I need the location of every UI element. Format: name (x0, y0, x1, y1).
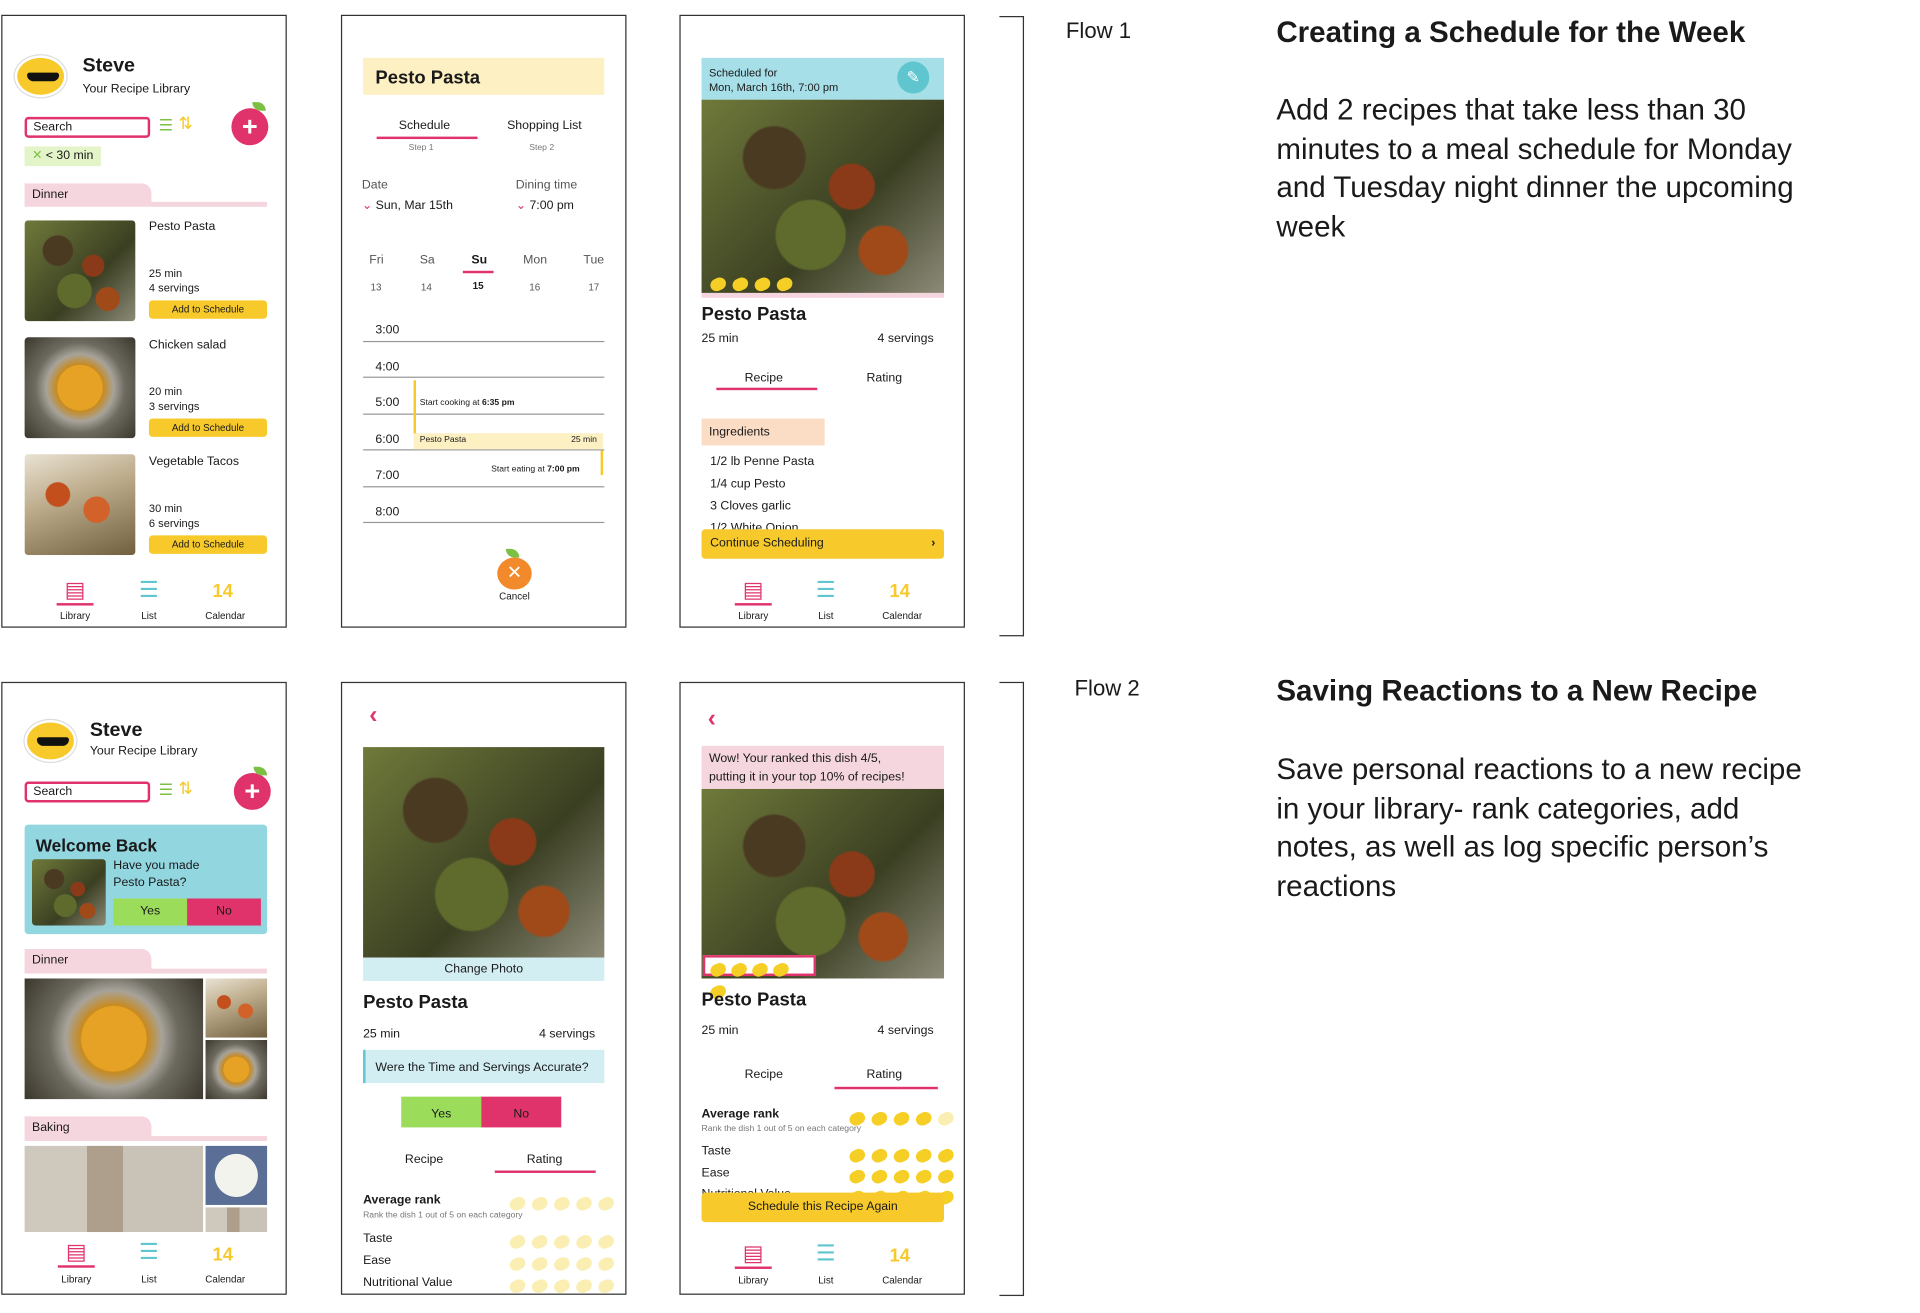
average-rank-hint: Rank the dish 1 out of 5 on each category (701, 1124, 862, 1134)
add-recipe-button[interactable]: + (234, 773, 271, 810)
taste-rating[interactable] (849, 1146, 960, 1160)
lemon-icon[interactable] (892, 1168, 912, 1186)
recipe-servings: 3 servings (148, 400, 200, 413)
chevron-down-icon: ⌄ (515, 199, 527, 213)
tab-active-indicator (716, 388, 817, 390)
calendar-icon[interactable]: 14 (889, 580, 910, 602)
add-recipe-button[interactable]: + (231, 108, 268, 145)
library-subtitle: Your Recipe Library (89, 744, 198, 759)
average-rank-lemons (849, 1109, 960, 1123)
recipe-time: 30 min (148, 502, 183, 515)
lemon-icon[interactable] (596, 1255, 616, 1273)
lemon-icon (552, 1195, 572, 1213)
lemon-icon (750, 961, 770, 979)
date-value: Sun, Mar 15th (375, 199, 453, 213)
calendar-icon[interactable]: 14 (212, 580, 234, 602)
day-name[interactable]: Tue (583, 253, 605, 268)
lemon-icon[interactable] (936, 1168, 956, 1186)
tab-shopping-list[interactable]: Shopping List (507, 119, 582, 133)
average-rank-label: Average rank (363, 1193, 441, 1208)
close-icon[interactable]: ✕ (32, 148, 43, 163)
lemon-icon (892, 1110, 912, 1128)
search-input[interactable]: Search (25, 117, 151, 138)
day-name[interactable]: Mon (523, 253, 548, 268)
tab-rating[interactable]: Rating (866, 371, 903, 386)
scheduled-block-time: 25 min (571, 435, 597, 445)
dining-select[interactable] (516, 199, 574, 213)
flow1-title: Creating a Schedule for the Week (1276, 16, 1746, 50)
eat-line (601, 450, 603, 475)
section-dinner: Dinner (25, 949, 152, 971)
nav-list[interactable]: List (818, 1275, 834, 1287)
lemon-icon (729, 961, 749, 979)
day-name[interactable]: Su (471, 253, 488, 268)
schedule-again-button[interactable]: Schedule this Recipe Again (702, 1193, 944, 1223)
yes-button[interactable]: Yes (113, 898, 187, 925)
lemon-icon[interactable] (892, 1147, 912, 1165)
lemon-icon[interactable] (508, 1233, 528, 1251)
day-name[interactable]: Fri (369, 253, 384, 268)
flow2-rated-screen (679, 682, 965, 1295)
section-divider (25, 1136, 267, 1141)
back-icon[interactable]: ‹ (369, 701, 378, 729)
date-select[interactable] (362, 199, 453, 213)
lemon-icon (936, 1110, 956, 1128)
lemon-icon[interactable] (552, 1277, 572, 1295)
scheduled-block[interactable] (414, 433, 604, 449)
flow2-bracket (999, 682, 1024, 1296)
recipe-name[interactable]: Chicken salad (148, 338, 227, 353)
library-icon[interactable]: ▤ (742, 577, 764, 602)
day-number[interactable]: 15 (472, 280, 484, 292)
lemon-icon[interactable] (530, 1233, 550, 1251)
recipe-servings: 4 servings (877, 1024, 934, 1038)
ingredient: 1/4 cup Pesto (710, 477, 786, 492)
lemon-icon (870, 1110, 890, 1128)
day-number[interactable]: 17 (588, 281, 600, 293)
recipe-photo[interactable] (25, 454, 136, 555)
nav-list[interactable]: List (141, 610, 157, 622)
tab-active-indicator (495, 1170, 596, 1172)
day-number[interactable]: 13 (370, 281, 382, 293)
dining-value: 7:00 pm (529, 199, 574, 213)
ease-rating[interactable] (510, 1254, 621, 1268)
hour-divider (363, 341, 604, 342)
average-rank-label: Average rank (701, 1107, 780, 1122)
lemon-icon[interactable] (574, 1233, 594, 1251)
lemon-icon[interactable] (914, 1147, 934, 1165)
welcome-title: Welcome Back (35, 835, 158, 856)
lemon-icon[interactable] (574, 1277, 594, 1295)
collection-photo[interactable] (25, 1146, 203, 1232)
nav-calendar[interactable]: Calendar (205, 610, 246, 622)
hour-label: 8:00 (375, 505, 400, 520)
user-name: Steve (89, 720, 143, 741)
section-dinner: Dinner (25, 183, 152, 205)
start-eating-time: 7:00 pm (547, 465, 580, 474)
flow1-schedule-screen (341, 15, 627, 628)
continue-scheduling-button[interactable] (702, 529, 944, 559)
calendar-icon[interactable]: 14 (889, 1245, 910, 1267)
hour-label: 4:00 (375, 360, 400, 375)
leaf-icon (506, 549, 520, 558)
lemon-icon[interactable] (847, 1147, 867, 1165)
tab-shopping-step: Step 2 (529, 144, 555, 153)
recipe-photo (363, 747, 604, 957)
recipe-time: 25 min (148, 267, 183, 280)
filter-icon[interactable]: ☰ (158, 115, 174, 135)
lemon-icon (508, 1195, 528, 1213)
recipe-title: Pesto Pasta (363, 58, 604, 95)
tab-schedule-step: Step 1 (408, 144, 434, 153)
hour-label: 7:00 (375, 468, 400, 483)
average-rank-hint: Rank the dish 1 out of 5 on each category (363, 1211, 523, 1220)
sunglasses-icon (37, 737, 69, 746)
recipe-time: 20 min (148, 385, 183, 398)
nav-list[interactable]: List (141, 1273, 157, 1285)
tab-rating[interactable]: Rating (866, 1068, 903, 1082)
search-input[interactable]: Search (25, 782, 151, 803)
nav-calendar[interactable]: Calendar (882, 1275, 923, 1287)
tab-rating[interactable]: Rating (526, 1153, 563, 1167)
rank-message-line1: Wow! Your ranked this dish 4/5, (708, 752, 882, 766)
flow2-label: Flow 2 (1074, 675, 1140, 701)
add-to-schedule-button[interactable]: Add to Schedule (149, 535, 267, 553)
scheduled-block-name: Pesto Pasta (419, 435, 467, 445)
sort-icon[interactable]: ⇅ (178, 777, 193, 798)
flow1-library-screen (1, 15, 287, 628)
category-label: Ease (701, 1166, 730, 1181)
cancel-button[interactable]: Cancel (499, 590, 530, 602)
edit-icon[interactable]: ✎ (897, 62, 929, 94)
list-icon[interactable]: ☰ (138, 577, 159, 602)
rank-message-line2: putting it in your top 10% of recipes! (708, 770, 905, 785)
date-label: Date (361, 178, 388, 193)
category-label: Ease (363, 1254, 392, 1268)
hour-label: 6:00 (375, 433, 400, 447)
recipe-title: Pesto Pasta (701, 989, 807, 1011)
collection-photo[interactable] (25, 978, 203, 1099)
lemon-icon[interactable] (552, 1233, 572, 1251)
dining-label: Dining time (515, 178, 578, 193)
cook-line (414, 380, 416, 434)
nav-library[interactable]: Library (738, 610, 769, 622)
tab-recipe[interactable]: Recipe (404, 1153, 444, 1167)
calendar-icon[interactable]: 14 (212, 1244, 234, 1266)
category-label: Taste (363, 1232, 393, 1246)
nav-active-indicator (735, 1266, 772, 1268)
hour-divider (363, 522, 604, 523)
recipe-time: 25 min (363, 1027, 401, 1042)
lemon-icon (530, 1195, 550, 1213)
lemon-icon (708, 961, 728, 979)
recipe-name[interactable]: Pesto Pasta (148, 220, 216, 234)
ingredients-header: Ingredients (702, 418, 825, 445)
recipe-name[interactable]: Vegetable Tacos (148, 455, 240, 469)
recipe-servings: 4 servings (539, 1027, 596, 1042)
recipe-title: Pesto Pasta (701, 304, 807, 325)
lemon-icon (771, 961, 791, 979)
nav-calendar[interactable]: Calendar (882, 610, 923, 622)
user-name: Steve (82, 55, 136, 77)
lemon-icon[interactable] (508, 1277, 528, 1295)
ease-rating[interactable] (849, 1167, 960, 1181)
sunglasses-icon (27, 73, 59, 82)
recipe-photo[interactable] (25, 337, 136, 438)
flow2-description: Save personal reactions to a new recipe in your library- rank categories, add notes, as well as log specific person’s reactions (1276, 753, 1802, 903)
lemon-icon (914, 1110, 934, 1128)
avatar (15, 55, 67, 97)
tab-recipe[interactable]: Recipe (744, 371, 783, 386)
section-divider (25, 969, 267, 974)
day-name[interactable]: Sa (419, 253, 435, 268)
taste-rating[interactable] (510, 1232, 621, 1246)
lemon-icon[interactable] (870, 1147, 890, 1165)
library-icon[interactable]: ▤ (742, 1240, 764, 1266)
back-icon[interactable]: ‹ (707, 705, 716, 733)
ingredient: 3 Cloves garlic (710, 499, 791, 514)
recipe-time: 25 min (701, 1024, 739, 1038)
lemon-icon (596, 1195, 616, 1213)
tab-active-indicator (834, 1087, 937, 1089)
continue-scheduling-label: Continue Scheduling (710, 536, 824, 551)
flow1-description: Add 2 recipes that take less than 30 minutes to a meal schedule for Monday and Tuesday night dinner the upcoming week (1276, 93, 1794, 244)
collection-photo[interactable] (206, 1040, 268, 1099)
recipe-photo (702, 789, 944, 979)
hour-divider (363, 449, 604, 450)
recipe-servings: 4 servings (877, 332, 934, 346)
sort-icon[interactable]: ⇅ (178, 113, 193, 133)
scheduled-for-label: Scheduled for (708, 66, 778, 79)
lemon-icon[interactable] (847, 1168, 867, 1186)
day-selected-indicator (463, 271, 494, 273)
welcome-recipe: Pesto Pasta? (113, 876, 187, 890)
recipe-time: 25 min (701, 332, 739, 346)
nutrition-rating[interactable] (510, 1276, 621, 1290)
hour-label: 3:00 (375, 323, 400, 338)
no-button[interactable]: No (187, 898, 261, 925)
hour-divider (363, 486, 604, 487)
section-divider (25, 202, 267, 207)
section-baking: Baking (25, 1116, 152, 1138)
lemon-icon[interactable] (508, 1255, 528, 1273)
start-cooking-text (420, 399, 515, 408)
yes-button[interactable]: Yes (401, 1097, 481, 1128)
lemon-icon[interactable] (530, 1255, 550, 1273)
lemon-icon[interactable] (914, 1168, 934, 1186)
lemon-icon[interactable] (596, 1277, 616, 1295)
recipe-servings: 6 servings (148, 516, 200, 530)
list-icon[interactable]: ☰ (815, 577, 836, 602)
category-label: Nutritional Value (363, 1276, 453, 1290)
scheduled-date: Mon, March 16th, 7:00 pm (708, 81, 839, 94)
rating-lemons (703, 955, 816, 976)
welcome-question: Have you made (113, 859, 200, 873)
chevron-down-icon: ⌄ (361, 199, 373, 213)
average-rank-lemons (510, 1194, 621, 1208)
flow2-review-screen (341, 682, 627, 1295)
photo-divider (702, 293, 944, 298)
flow1-bracket (999, 16, 1024, 636)
start-cooking-label: Start cooking at (419, 398, 482, 408)
recipe-photo (702, 100, 944, 293)
accuracy-question: Were the Time and Servings Accurate? (363, 1050, 604, 1083)
start-cooking-time: 6:35 pm (481, 398, 515, 408)
no-button[interactable]: No (481, 1097, 561, 1128)
nav-library[interactable]: Library (738, 1275, 769, 1287)
chevron-right-icon: › (931, 536, 936, 551)
start-eating-label: Start eating at (491, 465, 548, 474)
flow2-title: Saving Reactions to a New Recipe (1276, 674, 1758, 708)
nav-library[interactable]: Library (60, 610, 91, 622)
nav-list[interactable]: List (818, 610, 834, 622)
filter-chip[interactable] (25, 146, 101, 166)
library-subtitle: Your Recipe Library (82, 82, 191, 97)
day-number[interactable]: 14 (420, 281, 432, 293)
nav-active-indicator (58, 1265, 95, 1267)
add-to-schedule-button[interactable]: Add to Schedule (149, 300, 267, 318)
nav-library[interactable]: Library (61, 1273, 92, 1285)
start-eating-text (491, 465, 580, 474)
change-photo-button[interactable]: Change Photo (363, 958, 604, 981)
recipe-photo[interactable] (25, 220, 136, 321)
recipe-photo (32, 859, 106, 925)
tab-recipe[interactable]: Recipe (744, 1068, 783, 1082)
lemon-icon[interactable] (574, 1255, 594, 1273)
nav-calendar[interactable]: Calendar (205, 1273, 246, 1285)
rating-lemons (710, 274, 799, 288)
lemon-icon[interactable] (530, 1277, 550, 1295)
lemon-icon[interactable] (870, 1168, 890, 1186)
library-icon[interactable]: ▤ (65, 1239, 87, 1265)
hour-divider (363, 414, 604, 415)
category-label: Taste (701, 1144, 731, 1159)
add-to-schedule-button[interactable]: Add to Schedule (149, 418, 267, 436)
tab-schedule[interactable]: Schedule (398, 119, 451, 133)
filter-icon[interactable]: ☰ (158, 780, 174, 799)
collection-photo[interactable] (206, 978, 268, 1037)
lemon-icon[interactable] (936, 1147, 956, 1165)
library-icon[interactable]: ▤ (64, 577, 86, 602)
cancel-icon[interactable]: ✕ (497, 558, 531, 590)
recipe-servings: 4 servings (148, 281, 200, 295)
lemon-icon[interactable] (552, 1255, 572, 1273)
collection-photo[interactable] (206, 1146, 268, 1205)
ingredient: 1/2 lb Penne Pasta (710, 455, 815, 469)
lemon-icon[interactable] (596, 1233, 616, 1251)
collection-photo[interactable] (206, 1207, 268, 1232)
list-icon[interactable]: ☰ (815, 1240, 836, 1266)
tab-active-indicator (377, 137, 478, 139)
flow1-label: Flow 1 (1065, 18, 1132, 44)
flow2-library-screen (1, 682, 287, 1295)
nav-active-indicator (735, 603, 772, 605)
recipe-title: Pesto Pasta (363, 992, 468, 1013)
nav-active-indicator (57, 603, 94, 605)
hour-divider (363, 377, 604, 378)
avatar (25, 720, 77, 762)
lemon-icon (574, 1195, 594, 1213)
list-icon[interactable]: ☰ (138, 1239, 159, 1265)
hour-label: 5:00 (375, 396, 400, 410)
day-number[interactable]: 16 (529, 281, 541, 293)
filter-chip-label: < 30 min (45, 148, 94, 163)
flow1-recipe-screen (679, 15, 965, 628)
